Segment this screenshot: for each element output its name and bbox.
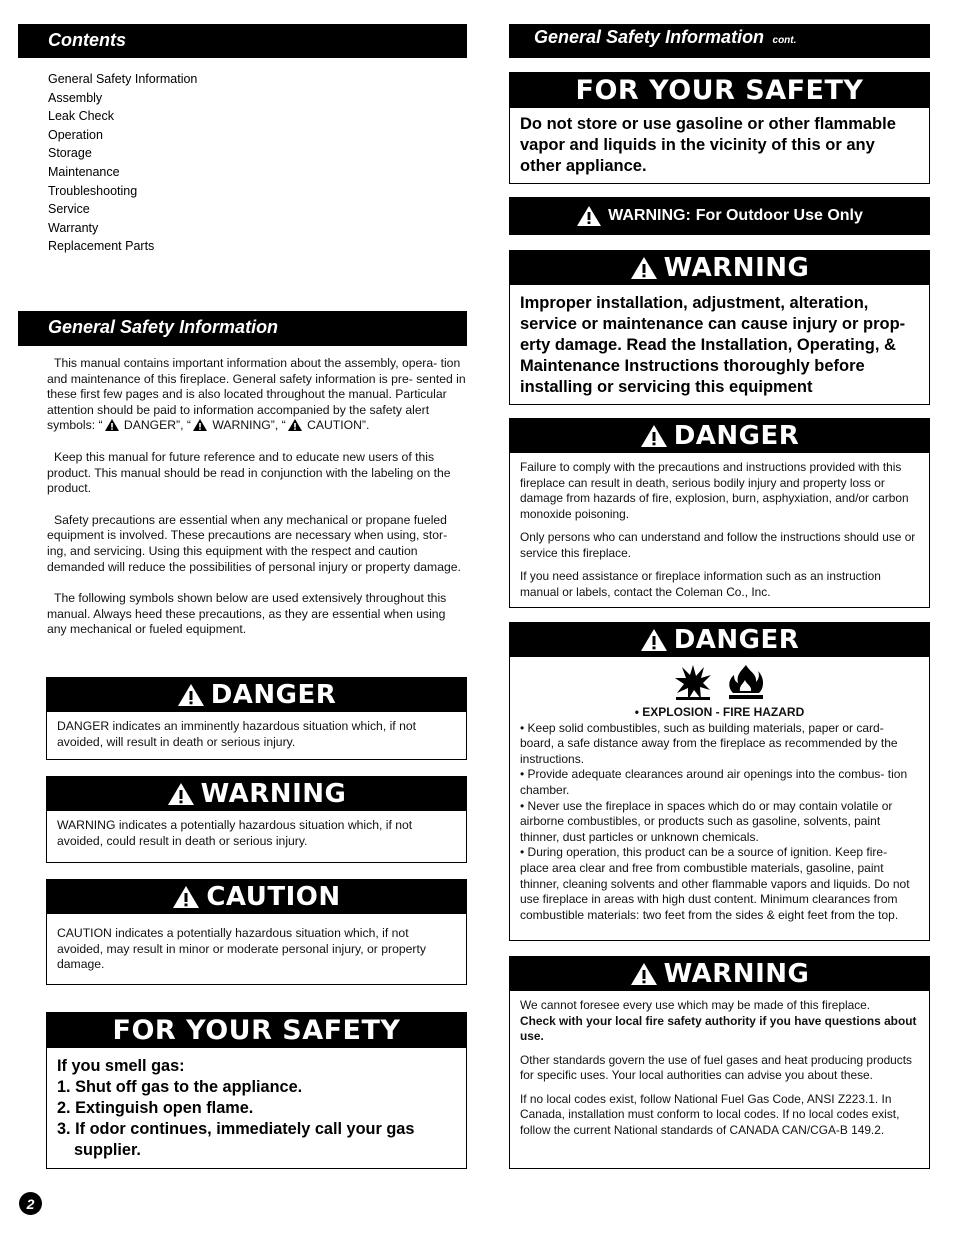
alert-triangle-icon [630,962,658,986]
outdoor-warning-label: WARNING: [608,207,691,224]
danger-fire-hazard-box [509,622,930,941]
contents-heading [18,24,467,58]
hazard-icons [520,663,919,701]
danger-box-header [47,678,466,712]
danger-fireplace-p2: Only persons who can understand and follow the instructions should use or service this fireplace. [520,530,916,560]
danger-fireplace-body [510,453,929,615]
warning-install-box [509,250,930,405]
toc-item[interactable]: Replacement Parts [48,239,155,254]
danger-fireplace-title: DANGER [673,421,800,451]
safety-right-header [510,73,929,108]
fire-icon [726,663,766,701]
contents-list [48,70,197,256]
danger-fire-hazard-title: DANGER [673,625,800,655]
caution-symbol-box [46,879,467,985]
safety-left-line: If you smell gas: [57,1057,185,1075]
warning-box-text: WARNING indicates a potentially hazardous situation which, if not avoided, could result in death or serious injury. [57,818,413,848]
contents-heading-text: Contents [48,30,126,50]
gsi-cont-heading-text: General Safety Information [534,27,765,47]
toc-item[interactable]: Storage [48,146,92,161]
gsi-cont-heading [509,24,930,58]
danger-symbol-box [46,677,467,760]
safety-right-text: Do not store or use gasoline or other flammable vapor and liquids in the vicinity of this or any other appliance. [520,115,896,175]
safety-left-body [47,1048,466,1169]
safety-box-left [46,1012,467,1169]
gsi-p1-danger: DANGER”, “ [120,418,191,433]
alert-triangle-icon [640,628,668,652]
gsi-paragraph-1 [47,356,467,434]
alert-triangle-icon [193,419,207,431]
toc-item[interactable]: Warranty [48,220,99,235]
gsi-p1-caution: CAUTION”. [303,418,370,433]
outdoor-warning-bar [509,197,930,235]
caution-box-text: CAUTION indicates a potentially hazardous situation which, if not avoided, may result in minor or moderate personal injury, or property damage. [57,926,426,971]
hazard-bullet: • During operation, this product can be a source of ignition. Keep fire- place area clear and free from combustible materials, gasoline, paint thinner, cleaning solvents and other flammable vapors and liquids. Do not use fireplace in areas with high dust content. Minimum clearances from combustible materials: two feet from the sides & eight feet from the top. [520,845,910,922]
warning-standards-p1 [520,998,919,1045]
safety-box-right [509,72,930,184]
alert-triangle-icon [630,256,658,280]
safety-left-line: supplier. [74,1141,141,1159]
safety-left-line: 2. Extinguish open flame. [57,1099,254,1117]
danger-fireplace-p3: If you need assistance or fireplace information such as an instruction manual or labels, contact the Coleman Co., Inc. [520,569,881,599]
danger-box-title: DANGER [210,680,337,710]
hazard-bullet: • Keep solid combustibles, such as building materials, paper or card- board, a safe distance away from the fireplace as recommended by the instructions. [520,720,898,766]
alert-triangle-icon [105,419,119,431]
warning-install-text: Improper installation, adjustment, alteration, service or maintenance can cause injury or prop- erty damage. Read the Installation, Operating, & Maintenance Instructions thoroughly before installing or servicing this equipment [520,294,906,396]
warning-standards-box [509,956,930,1169]
alert-triangle-icon [576,205,602,227]
outdoor-warning-text: For Outdoor Use Only [695,207,863,224]
caution-box-title: CAUTION [206,882,341,912]
gsi-body [47,356,467,654]
danger-fire-hazard-header [510,623,929,657]
gsi-p1-text: This manual contains important information about the assembly, opera- tion and maintenance of this fireplace. General safety information is pre- sented in these first few pages and is also located throughout the manual. Particular attention should be paid to information accompanied by the safety alert symbols: “ [47,356,466,433]
danger-box-text: DANGER indicates an imminently hazardous situation which, if not avoided, will result in death or serious injury. [57,719,417,749]
warning-box-title: WARNING [200,779,347,809]
danger-fire-hazard-bullets [520,721,919,924]
gsi-p1-warning: WARNING”, “ [208,418,286,433]
danger-fireplace-header [510,419,929,453]
safety-left-line: 1. Shut off gas to the appliance. [57,1078,303,1096]
alert-triangle-icon [640,424,668,448]
explosion-fire-hazard-label: • EXPLOSION - FIRE HAZARD [634,705,805,719]
toc-item[interactable]: Leak Check [48,109,115,124]
gsi-paragraph-4: The following symbols shown below are used extensively throughout this manual. Always heed these precautions, as they are essential when using any mechanical or fueled equipment. [47,591,447,637]
warning-install-header [510,251,929,285]
danger-fire-hazard-body [510,657,929,930]
toc-item[interactable]: Troubleshooting [48,183,138,198]
toc-item[interactable]: Service [48,202,90,217]
toc-item[interactable]: General Safety Information [48,72,198,86]
warning-install-title: WARNING [663,253,810,283]
danger-fireplace-p1: Failure to comply with the precautions and instructions provided with this fireplace can result in death, serious bodily injury and property loss or damage from hazards of fire, explosion, burn, asphyxiation, and/or carbon monoxide poisoning. [520,460,909,521]
danger-fireplace-box [509,418,930,608]
gsi-paragraph-2: Keep this manual for future reference and to educate new users of this product. This manual should be read in conjunction with the labeling on the product. [47,449,451,496]
toc-item[interactable]: Maintenance [48,164,120,179]
gsi-heading [18,311,467,346]
safety-right-title: FOR YOUR SAFETY [575,75,864,106]
warning-standards-title: WARNING [663,959,810,989]
gsi-cont-suffix: cont. [772,35,797,46]
alert-triangle-icon [167,782,195,806]
warning-standards-p1-text: We cannot foresee every use which may be made of this fireplace. [520,998,871,1012]
alert-triangle-icon [177,683,205,707]
warning-standards-body [510,991,929,1153]
caution-box-header [47,880,466,914]
gsi-paragraph-3: Safety precautions are essential when any mechanical or propane fueled equipment is involved. These precautions are necessary when using, stor- ing, and servicing. Using this equipment with the respect and caution demanded will reduce the possibilities of personal injury or property damage. [47,512,461,574]
hazard-bullet: • Provide adequate clearances around air openings into the combus- tion chamber. [520,767,908,797]
explosion-icon [674,663,712,701]
safety-left-title: FOR YOUR SAFETY [112,1015,401,1046]
page-number: 2 [19,1192,42,1215]
toc-item[interactable]: Operation [48,127,103,142]
warning-standards-p1-bold: Check with your local fire safety authority if you have questions about use. [520,1013,917,1043]
warning-box-header [47,777,466,811]
alert-triangle-icon [172,885,200,909]
hazard-bullet: • Never use the fireplace in spaces which do or may contain volatile or airborne combustibles, or products such as gasoline, solvents, paint thinner, dust particles or unknown chemicals. [520,798,893,844]
safety-left-line: 3. If odor continues, immediately call your gas [57,1120,415,1138]
warning-standards-p3: If no local codes exist, follow National Fuel Gas Code, ANSI Z223.1. In Canada, installation must conform to local codes. If no local codes exist, follow the current National standards of CANADA CAN/CGA-B 149.2. [520,1091,900,1137]
safety-left-header [47,1013,466,1048]
warning-standards-p2: Other standards govern the use of fuel gases and heat producing products for specific uses. Your local authorities can advise you about these. [520,1052,912,1082]
alert-triangle-icon [288,419,302,431]
warning-standards-header [510,957,929,991]
warning-symbol-box [46,776,467,863]
gsi-heading-text: General Safety Information [48,317,279,337]
toc-item[interactable]: Assembly [48,90,103,105]
